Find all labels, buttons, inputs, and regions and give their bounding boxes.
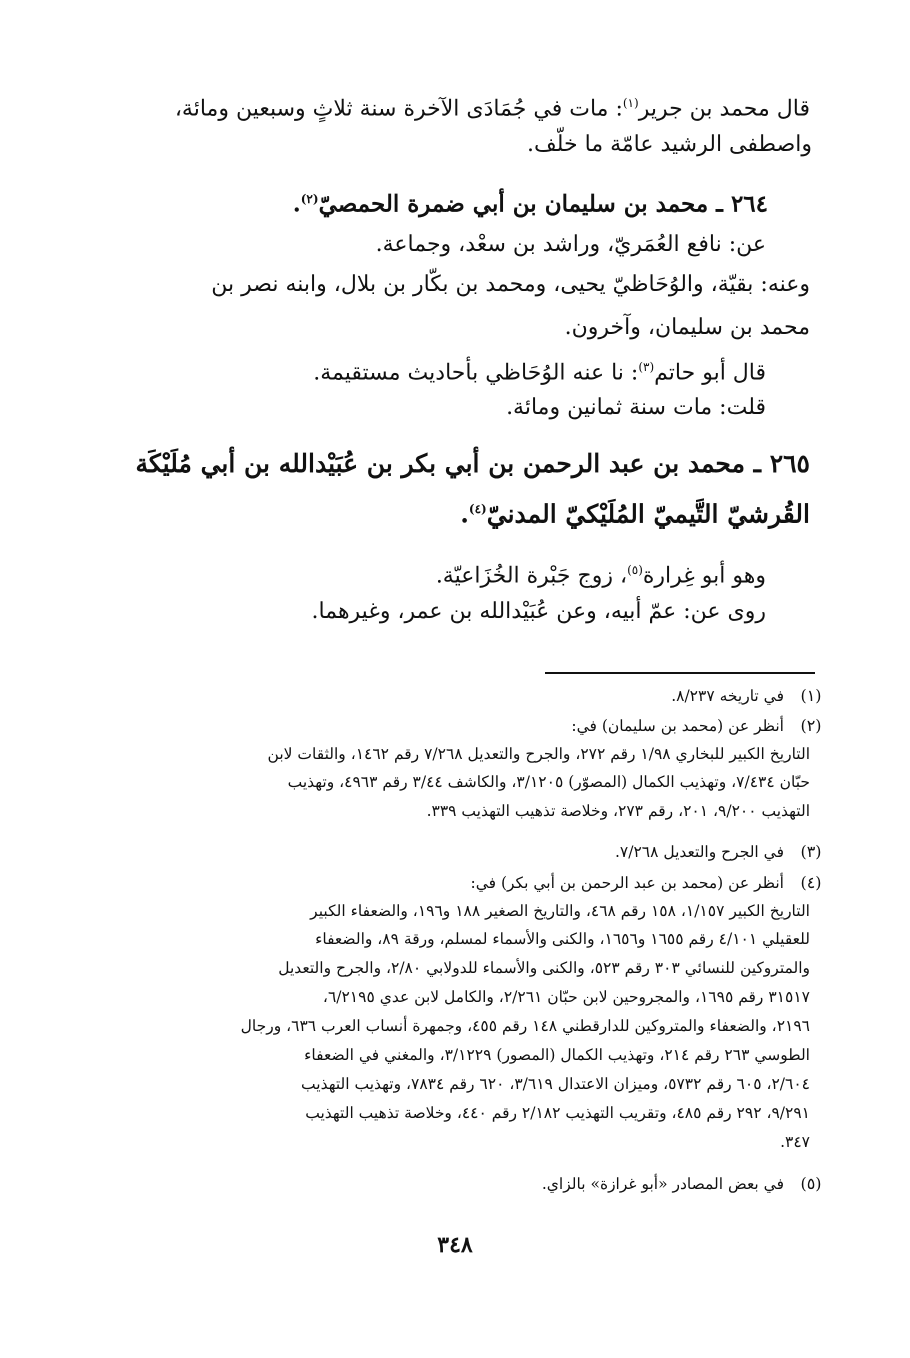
text: قال أبو حاتم bbox=[654, 360, 766, 386]
footnote-ref[interactable]: (٢) bbox=[300, 192, 319, 206]
footnote-4-line-6: ٢١٩٦، والضعفاء والمتروكين للدارقطني ١٤٨ رقم ٤٥٥، وجمهرة أنساب العرب ٦٣٦، ورجال bbox=[240, 1017, 810, 1035]
footnote-ref[interactable]: (١) bbox=[622, 96, 639, 110]
text: ٢٦٤ ـ محمد بن سليمان بن أبي ضمرة الحمصيّ bbox=[318, 190, 768, 218]
text: ٢٦٥ ـ محمد بن عبد الرحمن بن أبي بكر بن عُبَيْدالله بن أبي مُلَيْكَة bbox=[135, 449, 810, 478]
main-line-7 bbox=[313, 350, 766, 390]
main-line-8 bbox=[506, 391, 766, 425]
text: القُرشيّ التَّيميّ المُلَيْكيّ المدنيّ bbox=[486, 499, 810, 529]
text: روى عن: عمّ أبيه، وعن عُبَيْدالله بن عمر، وغيرهما. bbox=[311, 599, 766, 624]
footnote-4-line-10: ٣٤٧. bbox=[780, 1133, 810, 1151]
footnote-number: (٢) bbox=[800, 716, 822, 735]
text: قال محمد بن جرير bbox=[638, 96, 810, 122]
text: . bbox=[292, 190, 301, 218]
text: ، زوج جَبْرة الخُزَاعيّة. bbox=[435, 563, 628, 589]
footnote-ref[interactable]: (٣) bbox=[638, 360, 655, 374]
footnote-2-line-3: حبّان ٧/٤٣٤، وتهذيب الكمال (المصوّر) ٣/١٢٠٥، والكاشف ٣/٤٤ رقم ٤٩٦٣، وتهذيب bbox=[287, 773, 810, 791]
footnote-2-line-4: التهذيب ٩/٢٠٠، ٢٠١، رقم ٢٧٣، وخلاصة تذهيب التهذيب ٣٣٩. bbox=[426, 802, 810, 820]
main-line-6 bbox=[565, 311, 810, 345]
page-number: ٣٤٨ bbox=[437, 1232, 473, 1258]
footnote-number: (٤) bbox=[800, 873, 822, 892]
footnote-4-line-9: ٩/٢٩١، ٢٩٢ رقم ٤٨٥، وتقريب التهذيب ٢/١٨٢ رقم ٤٤٠، وخلاصة تذهيب التهذيب bbox=[305, 1104, 810, 1122]
main-line-2 bbox=[527, 128, 812, 162]
main-line-1 bbox=[175, 86, 810, 126]
footnote-4-line-4: والمتروكين للنسائي ٣٠٣ رقم ٥٢٣، والكنى والأسماء للدولابي ٢/٨٠، والجرح والتعديل bbox=[278, 959, 810, 977]
text: وعنه: بقيّة، والوُحَاظيّ يحيى، ومحمد بن بكّار بن بلال، وابنه نصر بن bbox=[211, 272, 810, 297]
entry-265-heading-line-2 bbox=[460, 492, 810, 531]
footnote-ref[interactable]: (٥) bbox=[627, 563, 643, 577]
text: عن: نافع العُمَريّ، وراشد بن سعْد، وجماعة. bbox=[375, 232, 766, 257]
text: وهو أبو غِرارة bbox=[642, 563, 766, 589]
footnote-number: (٣) bbox=[800, 842, 822, 861]
entry-264-heading bbox=[293, 182, 768, 222]
main-line-4 bbox=[376, 228, 766, 262]
footnote-4-line-3: للعقيلي ٤/١٠١ رقم ١٦٥٥ و١٦٥٦، والكنى والأسماء لمسلم، ورقة ٨٩، والضعفاء bbox=[315, 930, 810, 948]
main-line-5 bbox=[211, 268, 810, 302]
main-line-11 bbox=[436, 553, 766, 593]
footnote-1: في تاريخه ٨/٢٣٧. bbox=[671, 687, 784, 705]
footnote-4-line-5: ٣١٥١٧ رقم ١٦٩٥، والمجروحين لابن حبّان ٢/٢٦١، والكامل لابن عدي ٦/٢١٩٥، bbox=[322, 988, 810, 1006]
footnote-number: (٥) bbox=[800, 1174, 822, 1193]
footnote-2-line-1: أنظر عن (محمد بن سليمان) في: bbox=[571, 717, 784, 735]
footnote-separator bbox=[545, 672, 815, 674]
footnote-4-line-2: التاريخ الكبير ١/١٥٧، ١٥٨ رقم ٤٦٨، والتاريخ الصغير ١٨٨ و١٩٦، والضعفاء الكبير bbox=[310, 902, 810, 920]
entry-265-heading-line-1 bbox=[135, 447, 810, 481]
footnote-4-line-7: الطوسي ٢٦٣ رقم ٢١٤، وتهذيب الكمال (المصور) ٣/١٢٢٩، والمغني في الضعفاء bbox=[304, 1046, 810, 1064]
footnote-4-line-1: أنظر عن (محمد بن عبد الرحمن بن أبي بكر) في: bbox=[470, 874, 784, 892]
text: قلت: مات سنة ثمانين ومائة. bbox=[506, 395, 766, 420]
text: محمد بن سليمان، وآخرون. bbox=[564, 315, 810, 340]
text: واصطفى الرشيد عامّة ما خلّف. bbox=[526, 132, 812, 157]
main-line-12 bbox=[312, 595, 766, 629]
text: : نا عنه الوُحَاظي بأحاديث مستقيمة. bbox=[313, 360, 639, 386]
footnote-number: (١) bbox=[800, 686, 822, 705]
footnote-4-line-8: ٢/٦٠٤، ٦٠٥ رقم ٥٧٣٢، وميزان الاعتدال ٣/٦١٩، ٦٢٠ رقم ٧٨٣٤، وتهذيب التهذيب bbox=[301, 1075, 810, 1093]
footnote-5: في بعض المصادر «أبو غرازة» بالزاي. bbox=[541, 1175, 784, 1193]
footnote-3: في الجرح والتعديل ٧/٢٦٨. bbox=[614, 843, 784, 861]
text: . bbox=[460, 499, 469, 529]
text: : مات في جُمَادَى الآخرة سنة ثلاثٍ وسبعين ومائة، bbox=[174, 96, 623, 122]
footnote-2-line-2: التاريخ الكبير للبخاري ١/٩٨ رقم ٢٧٢، والجرح والتعديل ٧/٢٦٨ رقم ١٤٦٢، والثقات لابن bbox=[267, 745, 810, 763]
footnote-ref[interactable]: (٤) bbox=[468, 502, 487, 516]
